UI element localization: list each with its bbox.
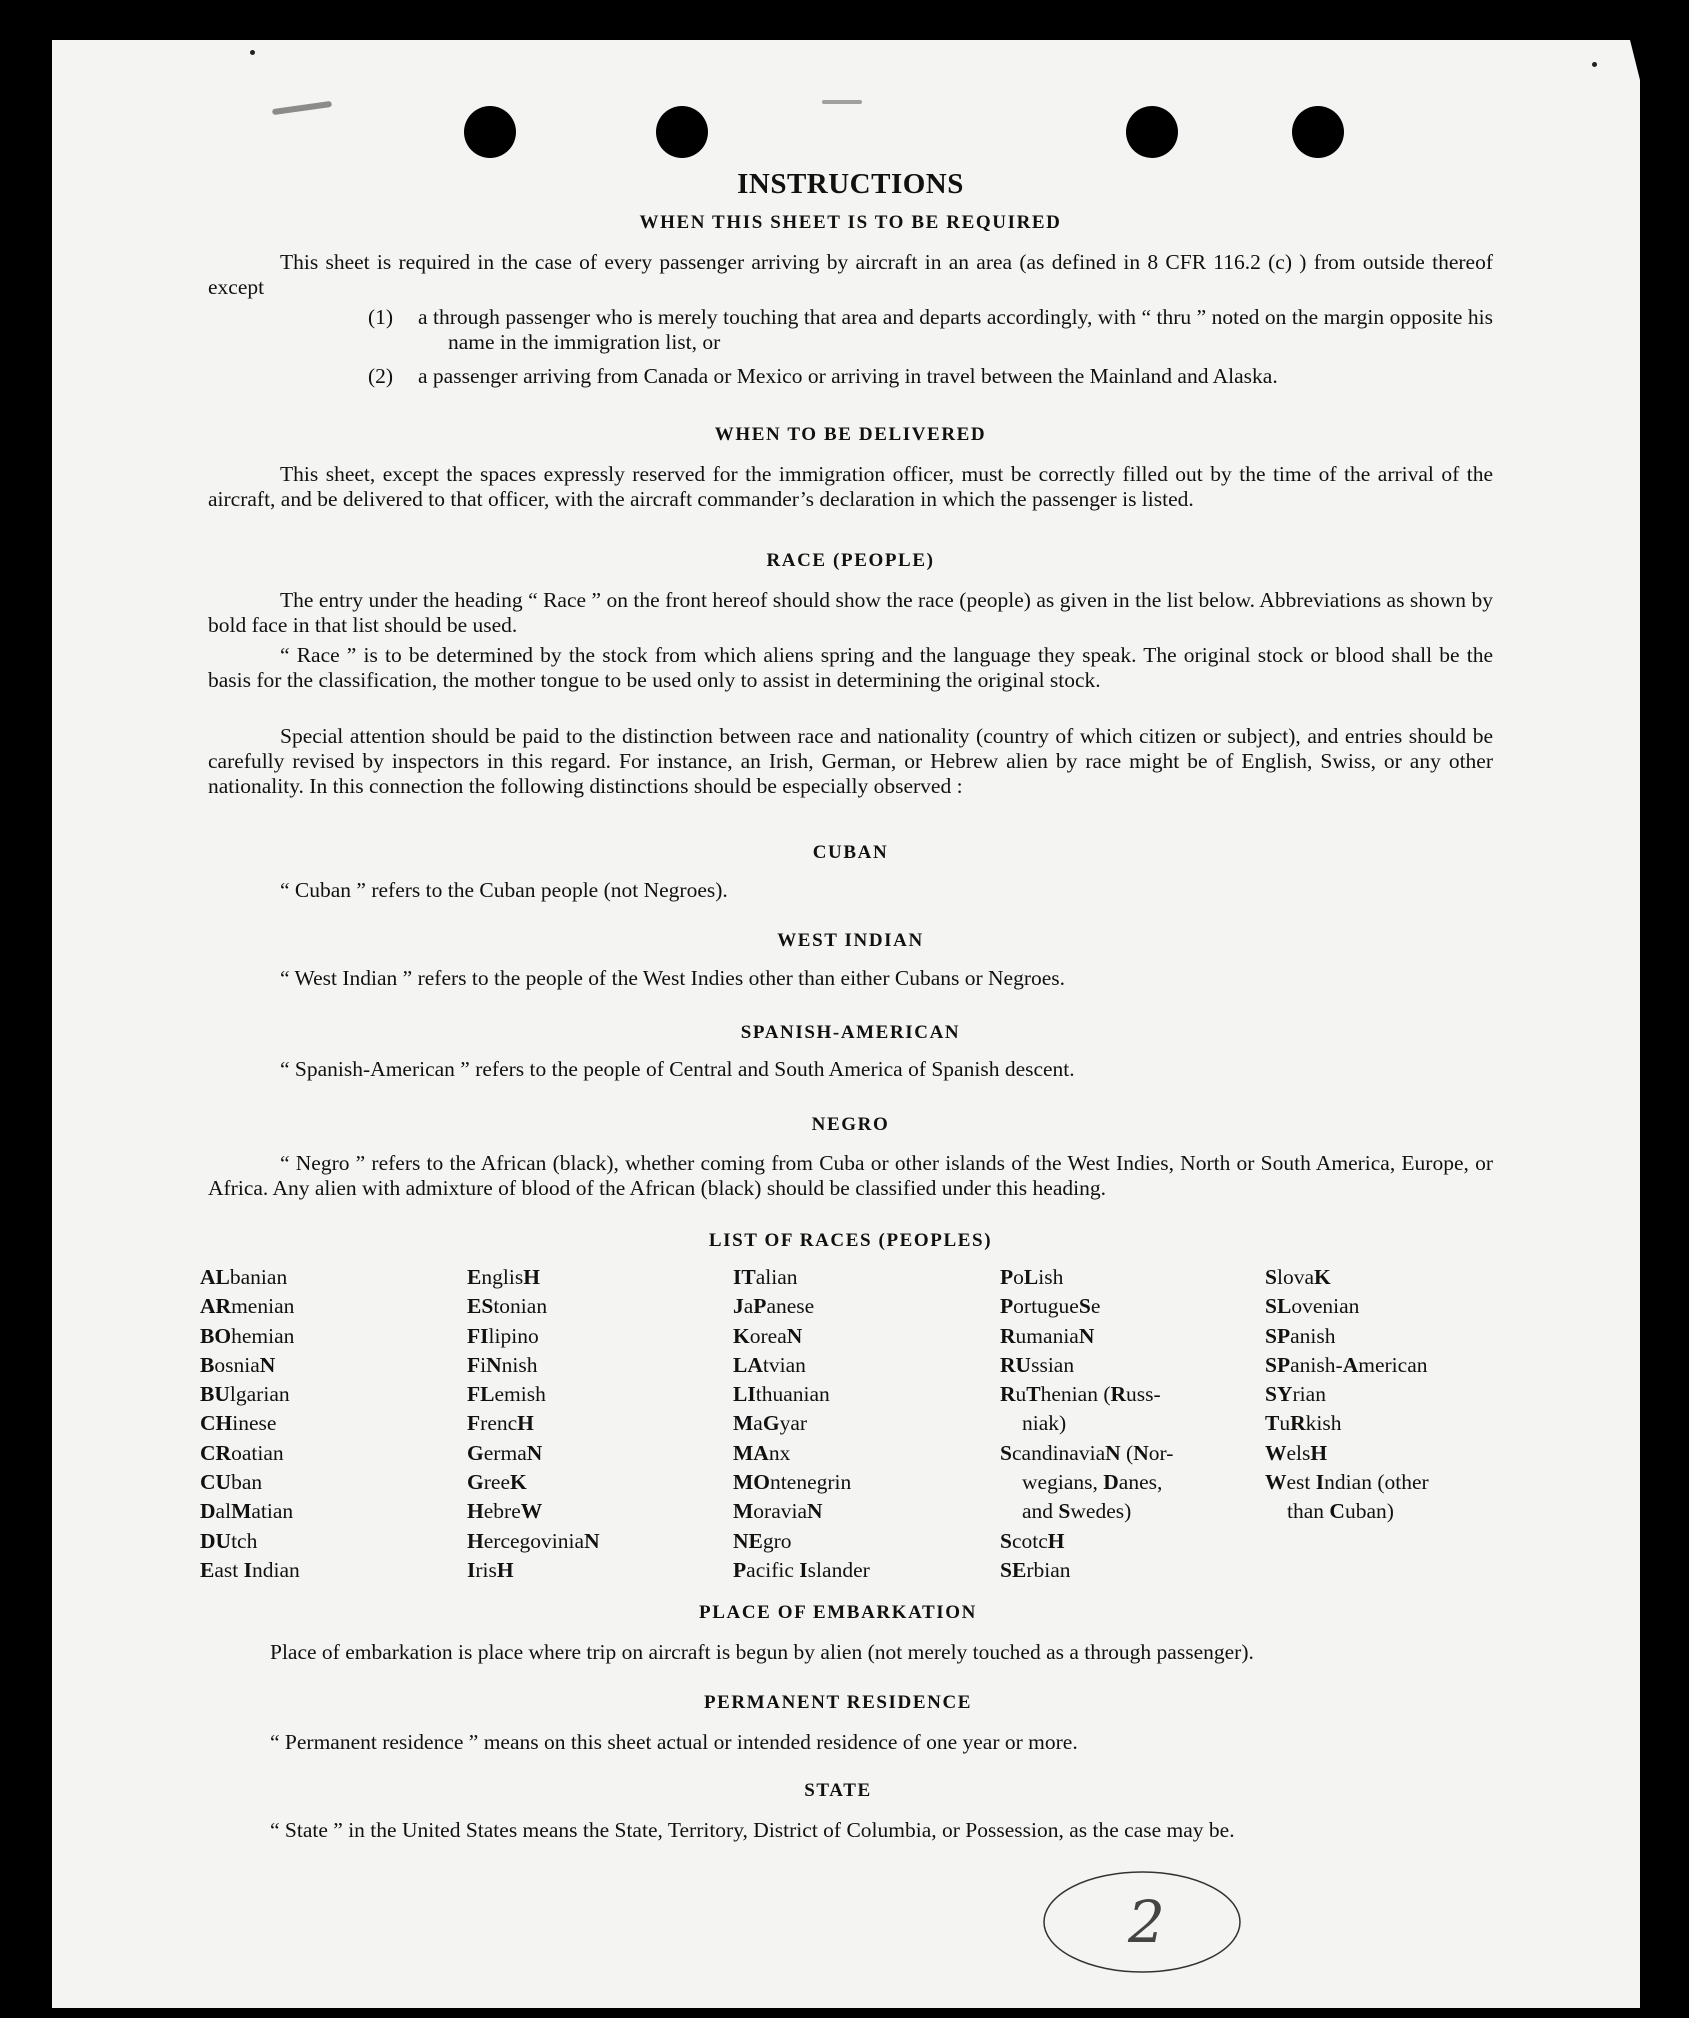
section-heading-negro: NEGRO (811, 1114, 890, 1135)
section-heading-when-delivered: WHEN TO BE DELIVERED (714, 424, 987, 445)
race-entry: NEgro (733, 1528, 792, 1553)
race-entry: ScandinaviaN (Nor- (1000, 1440, 1174, 1465)
race-entry: GermaN (467, 1440, 543, 1465)
race-entry: and Swedes) (1022, 1499, 1132, 1524)
embarkation-text: Place of embarkation is place where trip on aircraft is begun by alien (not merely touched as a through passenger). (270, 1640, 1254, 1664)
race-entry: DalMatian (200, 1499, 294, 1524)
print-speck (1592, 62, 1597, 67)
punch-hole (1292, 106, 1344, 158)
race-entry: WelsH (1265, 1440, 1328, 1465)
race-entry: LAtvian (733, 1352, 806, 1377)
race-entry: RuThenian (Russ- (1000, 1382, 1161, 1407)
when-delivered-text: This sheet, except the spaces expressly reserved for the immigration officer, must be correctly filled out by the time of the arrival of the aircraft, and be delivered to that officer, with the aircraft commander’s declaration in which the passenger is listed. (208, 462, 1493, 511)
section-heading-when-required: WHEN THIS SHEET IS TO BE REQUIRED (639, 212, 1062, 233)
race-column (1000, 1263, 1173, 1585)
race-entry: MOntenegrin (733, 1470, 852, 1495)
race-entry: PoLish (1000, 1265, 1064, 1289)
race-entry: ALbanian (200, 1265, 288, 1289)
section-heading-embarkation: PLACE OF EMBARKATION (699, 1602, 977, 1623)
race-entry: ARmenian (200, 1294, 295, 1319)
residence-text: “ Permanent residence ” means on this sheet actual or intended residence of one year or more. (270, 1730, 1078, 1754)
negro-text: “ Negro ” refers to the African (black), whether coming from Cuba or other islands of the West Indies, North or South America, Europe, or Africa. Any alien with admixture of blood of the African (black) should be classified under this heading. (208, 1151, 1493, 1200)
race-entry: SlovaK (1265, 1265, 1331, 1289)
race-entry: ITalian (733, 1265, 798, 1289)
race-entry: JaPanese (733, 1294, 815, 1319)
race-entry: BosniaN (200, 1352, 276, 1377)
race-paragraph-2: “ Race ” is to be determined by the stock from which aliens spring and the language they speak. The original stock or blood shall be the basis for the classification, the mother tongue to be used only to assist in determining the original stock. (208, 643, 1493, 692)
race-entry: Pacific Islander (733, 1557, 870, 1582)
race-entry: EnglisH (467, 1265, 540, 1289)
section-heading-residence: PERMANENT RESIDENCE (703, 1692, 973, 1713)
race-entry: SPanish-American (1265, 1352, 1428, 1377)
race-entry: SLovenian (1265, 1294, 1360, 1319)
section-heading-state: STATE (804, 1780, 872, 1801)
race-entry: FiNnish (467, 1352, 538, 1377)
race-entry: niak) (1022, 1411, 1067, 1436)
handwritten-circled-mark (1038, 1866, 1246, 1976)
race-entry: FIlipino (467, 1323, 539, 1348)
race-column (733, 1263, 870, 1585)
race-column (1265, 1263, 1429, 1527)
race-entry: SErbian (1000, 1557, 1071, 1582)
race-entry: BUlgarian (200, 1382, 290, 1407)
race-entry: RumaniaN (1000, 1323, 1095, 1348)
punch-hole (1126, 106, 1178, 158)
handwritten-mark-text: 2 (1128, 1888, 1165, 1956)
race-entry: KoreaN (733, 1323, 803, 1348)
race-entry: MAnx (733, 1440, 791, 1465)
race-entry: HebreW (467, 1499, 543, 1524)
print-speck (272, 101, 332, 115)
race-column (467, 1263, 600, 1585)
race-entry: CHinese (200, 1411, 277, 1436)
race-entry: HercegoviniaN (467, 1528, 600, 1553)
when-required-intro: This sheet is required in the case of every passenger arriving by aircraft in an area (as defined in 8 CFR 116.2 (c) ) from outside thereof except (208, 250, 1493, 299)
print-speck (822, 100, 862, 104)
race-column (200, 1263, 300, 1585)
race-entry: MoraviaN (733, 1499, 823, 1524)
section-heading-cuban: CUBAN (812, 842, 889, 863)
race-entry: PortugueSe (1000, 1294, 1101, 1319)
punch-hole (464, 106, 516, 158)
race-entry: TuRkish (1265, 1411, 1342, 1436)
section-heading-west-indian: WEST INDIAN (777, 930, 924, 951)
punch-hole (656, 106, 708, 158)
race-entry: CUban (200, 1470, 263, 1495)
race-entry: EStonian (467, 1294, 548, 1319)
race-entry: GreeK (467, 1470, 527, 1495)
list-item-number: (2) (368, 364, 394, 388)
race-entry: BOhemian (200, 1323, 295, 1348)
race-entry: than Cuban) (1287, 1499, 1394, 1524)
race-entry: MaGyar (733, 1411, 808, 1436)
race-paragraph-1: The entry under the heading “ Race ” on the front hereof should show the race (people) as given in the list below. Abbreviations as shown by bold face in that list should be used. (208, 588, 1493, 637)
race-entry: FrencH (467, 1411, 534, 1436)
list-item-text: a through passenger who is merely touching that area and departs accordingly, with “ thru ” noted on the margin opposite his name in the immigration list, or (418, 305, 1493, 354)
spanish-american-text: “ Spanish-American ” refers to the people of Central and South America of Spanish descent. (280, 1057, 1075, 1081)
race-paragraph-3: Special attention should be paid to the distinction between race and nationality (country of which citizen or subject), and entries should be carefully revised by inspectors in this regard. For instance, an Irish, German, or Hebrew alien by race might be of English, Swiss, or any other nationality. In this connection the following distinctions should be especially observed : (208, 724, 1493, 798)
race-entry: SYrian (1265, 1382, 1326, 1407)
cuban-text: “ Cuban ” refers to the Cuban people (not Negroes). (280, 878, 728, 902)
race-entry: West Indian (other (1265, 1470, 1429, 1495)
race-entry: wegians, Danes, (1022, 1470, 1163, 1495)
race-entry: FLemish (467, 1382, 546, 1407)
section-heading-race: RACE (PEOPLE) (766, 550, 935, 571)
list-item-text: a passenger arriving from Canada or Mexico or arriving in travel between the Mainland and Alaska. (418, 364, 1278, 388)
section-heading-list-of-races: LIST OF RACES (PEOPLES) (708, 1230, 993, 1251)
list-item-number: (1) (368, 305, 394, 329)
race-entry: RUssian (1000, 1352, 1075, 1377)
race-entry: ScotcH (1000, 1528, 1065, 1553)
race-entry: East Indian (200, 1557, 300, 1582)
race-entry: CRoatian (200, 1440, 284, 1465)
race-entry: IrisH (467, 1557, 514, 1582)
page-title: INSTRUCTIONS (737, 168, 964, 200)
print-speck (250, 50, 255, 55)
race-entry: SPanish (1265, 1323, 1336, 1348)
race-entry: DUtch (200, 1528, 258, 1553)
section-heading-spanish-american: SPANISH-AMERICAN (740, 1022, 961, 1043)
race-entry: LIthuanian (733, 1382, 830, 1407)
west-indian-text: “ West Indian ” refers to the people of the West Indies other than either Cubans or Negroes. (280, 966, 1066, 990)
state-text: “ State ” in the United States means the State, Territory, District of Columbia, or Possession, as the case may be. (270, 1818, 1235, 1842)
